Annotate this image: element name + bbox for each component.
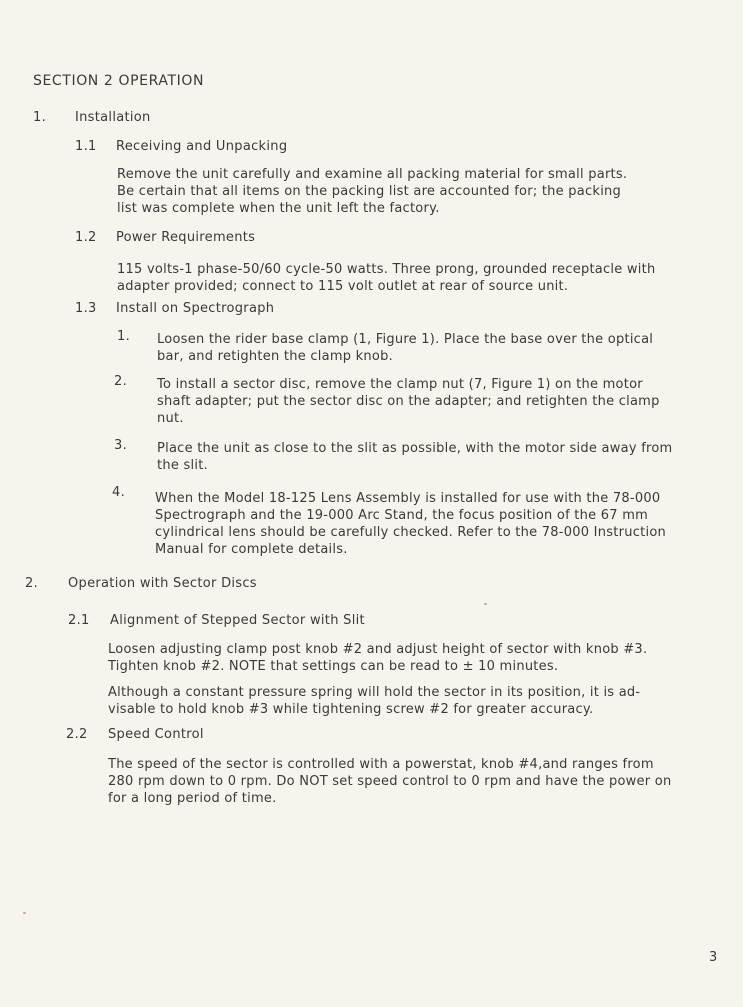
heading-install-spectrograph: Install on Spectrograph <box>116 301 275 316</box>
text-line: Loosen adjusting clamp post knob #2 and adjust height of sector with knob #3. <box>108 642 648 657</box>
heading-power-requirements: Power Requirements <box>116 230 256 245</box>
text-line: Be certain that all items on the packing list are accounted for; the packing <box>117 184 622 199</box>
text-line: 280 rpm down to 0 rpm. Do NOT set speed control to 0 rpm and have the power on <box>108 774 672 789</box>
text-line: The speed of the sector is controlled with a powerstat, knob #4,and ranges from <box>108 757 654 772</box>
heading-1-number: 1. <box>33 110 47 125</box>
text-line: Tighten knob #2. NOTE that settings can be read to ± 10 minutes. <box>108 659 559 674</box>
text-line: visable to hold knob #3 while tightening screw #2 for greater accuracy. <box>108 702 594 717</box>
step-1-text <box>157 331 653 365</box>
text-line: Spectrograph and the 19-000 Arc Stand, the focus position of the 67 mm <box>155 508 649 523</box>
step-4-number: 4. <box>112 485 126 500</box>
heading-1-2-number: 1.2 <box>75 230 97 245</box>
step-3-number: 3. <box>114 438 128 453</box>
text-line: nut. <box>157 411 184 426</box>
text-line: Place the unit as close to the slit as possible, with the motor side away from <box>157 441 673 456</box>
heading-1-3-number: 1.3 <box>75 301 97 316</box>
text-line: Loosen the rider base clamp (1, Figure 1). Place the base over the optical <box>157 332 654 347</box>
heading-2-number: 2. <box>25 576 39 591</box>
text-line: To install a sector disc, remove the clamp nut (7, Figure 1) on the motor <box>157 377 643 392</box>
text-line: cylindrical lens should be carefully checked. Refer to the 78-000 Instruction <box>155 525 667 540</box>
paragraph-alignment-2 <box>108 684 640 718</box>
section-title: SECTION 2 OPERATION <box>33 73 205 89</box>
heading-2-2-number: 2.2 <box>66 727 88 742</box>
text-line: 115 volts-1 phase-50/60 cycle-50 watts. Three prong, grounded receptacle with <box>117 262 656 277</box>
text-line: Manual for complete details. <box>155 542 348 557</box>
paper-speck <box>23 912 26 914</box>
paragraph-power <box>117 261 655 295</box>
text-line: the slit. <box>157 458 208 473</box>
step-3-text <box>157 440 672 474</box>
step-2-text <box>157 376 660 427</box>
paper-speck <box>484 603 487 605</box>
text-line: adapter provided; connect to 115 volt outlet at rear of source unit. <box>117 279 569 294</box>
paragraph-speed-control <box>108 756 671 807</box>
step-1-number: 1. <box>117 329 131 344</box>
heading-speed-control: Speed Control <box>108 727 204 742</box>
heading-receiving-unpacking: Receiving and Unpacking <box>116 139 288 154</box>
paragraph-receiving <box>117 166 627 217</box>
text-line: list was complete when the unit left the factory. <box>117 201 440 216</box>
text-line: bar, and retighten the clamp knob. <box>157 349 393 364</box>
heading-2-1-number: 2.1 <box>68 613 90 628</box>
text-line: for a long period of time. <box>108 791 277 806</box>
text-line: shaft adapter; put the sector disc on the adapter; and retighten the clamp <box>157 394 660 409</box>
heading-operation-sector-discs: Operation with Sector Discs <box>68 576 257 591</box>
text-line: When the Model 18-125 Lens Assembly is installed for use with the 78-000 <box>155 491 661 506</box>
heading-installation: Installation <box>75 110 151 125</box>
page-number: 3 <box>709 950 718 965</box>
heading-alignment-sector: Alignment of Stepped Sector with Slit <box>110 613 365 628</box>
step-2-number: 2. <box>114 374 128 389</box>
paragraph-alignment-1 <box>108 641 647 675</box>
step-4-text <box>155 490 666 558</box>
heading-1-1-number: 1.1 <box>75 139 97 154</box>
text-line: Although a constant pressure spring will hold the sector in its position, it is ad- <box>108 685 641 700</box>
text-line: Remove the unit carefully and examine all packing material for small parts. <box>117 167 628 182</box>
